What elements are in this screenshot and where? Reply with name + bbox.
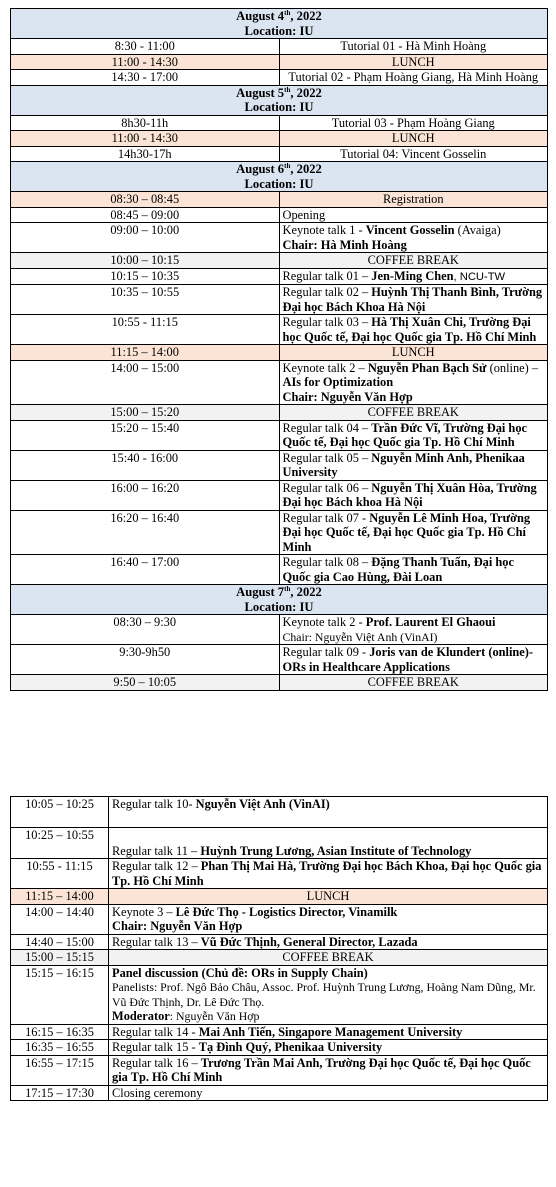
speaker-name: Đặng Thanh Tuấn, Đại học Quốc gia Cao Hùng, Đài Loan bbox=[282, 555, 514, 584]
chair-line: Chair: Nguyễn Việt Anh (VinAI) bbox=[282, 629, 438, 644]
session-cell: COFFEE BREAK bbox=[109, 950, 548, 966]
time-cell: 11:00 - 14:30 bbox=[11, 131, 280, 147]
lunch-row bbox=[11, 889, 548, 905]
schedule-row bbox=[11, 480, 548, 510]
chair-line: Chair: Nguyễn Văn Hợp bbox=[112, 919, 243, 933]
time-cell: 15:40 - 16:00 bbox=[11, 450, 280, 480]
session-cell: Regular talk 03 – Hà Thị Xuân Chi, Trường Đại học Quốc tế, Đại học Quốc gia Tp. Hồ Chí Minh bbox=[279, 315, 548, 345]
session-cell: Regular talk 06 – Nguyễn Thị Xuân Hòa, Trường Đại học Bách khoa Hà Nội bbox=[279, 480, 548, 510]
schedule-table-bottom bbox=[10, 796, 548, 1101]
lunch-row bbox=[11, 54, 548, 70]
speaker-name: Tạ Đình Quý, Phenikaa University bbox=[198, 1040, 383, 1054]
schedule-row bbox=[11, 934, 548, 950]
talk-title: AIs for Optimization bbox=[282, 375, 394, 389]
speaker-name: Huỳnh Trung Lương, Asian Institute of Technology bbox=[200, 843, 472, 858]
speaker-name: Joris van de Klundert (online)- ORs in Healthcare Applications bbox=[282, 645, 534, 674]
schedule-row bbox=[11, 797, 548, 828]
speaker-name: Vincent Gosselin bbox=[365, 223, 455, 237]
time-cell: 14:00 – 15:00 bbox=[11, 360, 280, 405]
day-header-aug-4: August 4th, 2022 Location: IU bbox=[11, 9, 548, 39]
time-cell: 15:20 – 15:40 bbox=[11, 420, 280, 450]
speaker-name: Vũ Đức Thịnh, General Director, Lazada bbox=[200, 934, 418, 949]
keynote-row bbox=[11, 615, 548, 645]
coffee-break-row bbox=[11, 675, 548, 691]
keynote-row bbox=[11, 360, 548, 405]
session-cell: Regular talk 13 – Vũ Đức Thịnh, General Director, Lazada bbox=[109, 934, 548, 950]
session-cell: Regular talk 02 – Huỳnh Thị Thanh Bình, Trường Đại học Bách Khoa Hà Nội bbox=[279, 285, 548, 315]
schedule-row bbox=[11, 645, 548, 675]
coffee-break-row bbox=[11, 253, 548, 269]
speaker-name: Jen-Ming Chen bbox=[371, 268, 454, 283]
location-label: Location: IU bbox=[244, 100, 314, 114]
coffee-break-row bbox=[11, 405, 548, 421]
schedule-row bbox=[11, 268, 548, 285]
session-cell: Keynote talk 2 - Prof. Laurent El Ghaoui Chair: Nguyễn Việt Anh (VinAI) bbox=[279, 615, 548, 645]
time-cell: 15:15 – 16:15 bbox=[11, 965, 109, 1024]
coffee-break-row bbox=[11, 950, 548, 966]
time-cell: 17:15 – 17:30 bbox=[11, 1085, 109, 1101]
time-cell: 10:00 – 10:15 bbox=[11, 253, 280, 269]
schedule-row bbox=[11, 39, 548, 55]
speaker-name: Nguyễn Lê Minh Hoa, Trường Đại học Quốc tế, Đại học Quốc gia Tp. Hồ Chí Minh bbox=[282, 510, 531, 554]
speaker-name: Nguyễn Việt Anh (VinAI) bbox=[195, 797, 330, 811]
speaker-name: Trần Đức Vĩ, Trường Đại học Quốc tế, Đại học Quốc gia Tp. Hồ Chí Minh bbox=[282, 420, 528, 449]
session-cell: Regular talk 05 – Nguyễn Minh Anh, Phenikaa University bbox=[279, 450, 548, 480]
time-cell: 11:15 – 14:00 bbox=[11, 345, 280, 361]
schedule-row bbox=[11, 285, 548, 315]
time-cell: 10:55 - 11:15 bbox=[11, 859, 109, 889]
schedule-row bbox=[11, 828, 548, 859]
keynote-row bbox=[11, 904, 548, 934]
lunch-row bbox=[11, 345, 548, 361]
panelists: Panelists: Prof. Ngô Bảo Châu, Assoc. Prof. Huỳnh Trung Lương, Hoàng Nam Dũng, Mr. Vũ Đức Thịnh, Dr. Lê Đức Thọ. bbox=[112, 980, 536, 1009]
session-cell: Opening bbox=[279, 207, 548, 223]
time-cell: 08:45 – 09:00 bbox=[11, 207, 280, 223]
speaker-name: Phan Thị Mai Hà, Trường Đại học Bách Khoa, Đại học Quốc gia Tp. Hồ Chí Minh bbox=[112, 859, 542, 888]
time-cell: 9:30-9h50 bbox=[11, 645, 280, 675]
location-label: Location: IU bbox=[244, 176, 314, 191]
session-cell: Tutorial 04: Vincent Gosselin bbox=[279, 146, 548, 162]
schedule-row bbox=[11, 859, 548, 889]
moderator-name: : Nguyễn Văn Hợp bbox=[169, 1009, 260, 1023]
time-cell: 9:50 – 10:05 bbox=[11, 675, 280, 691]
chair-line: Chair: Nguyễn Văn Hợp bbox=[282, 389, 413, 404]
time-cell: 11:00 - 14:30 bbox=[11, 54, 280, 70]
day-header-aug-5: August 5th, 2022 Location: IU bbox=[11, 85, 548, 115]
schedule-row bbox=[11, 1055, 548, 1085]
schedule-row bbox=[11, 146, 548, 162]
time-cell: 10:25 – 10:55 bbox=[11, 828, 109, 859]
panel-title: Panel discussion (Chủ đề: ORs in Supply Chain) bbox=[112, 965, 368, 980]
session-cell: Regular talk 14 - Mai Anh Tiến, Singapore Management University bbox=[109, 1024, 548, 1040]
speaker-name: Huỳnh Thị Thanh Bình, Trường Đại học Bách Khoa Hà Nội bbox=[282, 285, 543, 314]
session-cell: LUNCH bbox=[109, 889, 548, 905]
keynote-row bbox=[11, 223, 548, 253]
schedule-row bbox=[11, 1024, 548, 1040]
time-cell: 8h30-11h bbox=[11, 115, 280, 131]
speaker-name: Lê Đức Thọ - Logistics Director, Vinamilk bbox=[175, 904, 398, 919]
schedule-row bbox=[11, 1085, 548, 1101]
schedule-row bbox=[11, 420, 548, 450]
panel-row bbox=[11, 965, 548, 1024]
session-cell: COFFEE BREAK bbox=[279, 675, 548, 691]
session-cell: Tutorial 01 - Hà Minh Hoàng bbox=[279, 39, 548, 55]
session-cell: Regular talk 15 - Tạ Đình Quý, Phenikaa University bbox=[109, 1040, 548, 1056]
time-cell: 10:15 – 10:35 bbox=[11, 268, 280, 285]
session-cell: Regular talk 07 - Nguyễn Lê Minh Hoa, Trường Đại học Quốc tế, Đại học Quốc gia Tp. Hồ Chí Minh bbox=[279, 510, 548, 555]
session-cell: Regular talk 08 – Đặng Thanh Tuấn, Đại học Quốc gia Cao Hùng, Đài Loan bbox=[279, 555, 548, 585]
session-cell: Regular talk 16 – Trương Trần Mai Anh, Trường Đại học Quốc tế, Đại học Quốc gia Tp. Hồ Chí Minh bbox=[109, 1055, 548, 1085]
schedule-row bbox=[11, 450, 548, 480]
time-cell: 08:30 – 9:30 bbox=[11, 615, 280, 645]
time-cell: 14h30-17h bbox=[11, 146, 280, 162]
time-cell: 15:00 – 15:20 bbox=[11, 405, 280, 421]
time-cell: 16:55 – 17:15 bbox=[11, 1055, 109, 1085]
time-cell: 11:15 – 14:00 bbox=[11, 889, 109, 905]
time-cell: 14:00 – 14:40 bbox=[11, 904, 109, 934]
time-cell: 09:00 – 10:00 bbox=[11, 223, 280, 253]
speaker-name: Trương Trần Mai Anh, Trường Đại học Quốc tế, Đại học Quốc gia Tp. Hồ Chí Minh bbox=[112, 1055, 531, 1084]
schedule-row bbox=[11, 70, 548, 86]
session-cell: Regular talk 09 - Joris van de Klundert (online)- ORs in Healthcare Applications bbox=[279, 645, 548, 675]
schedule-row bbox=[11, 115, 548, 131]
session-cell: Regular talk 11 – Huỳnh Trung Lương, Asian Institute of Technology bbox=[109, 828, 548, 859]
session-cell: Keynote talk 2 – Nguyễn Phan Bạch Sử (online) – AIs for Optimization Chair: Nguyễn Văn Hợp bbox=[279, 360, 548, 405]
lunch-row bbox=[11, 131, 548, 147]
session-cell: COFFEE BREAK bbox=[279, 405, 548, 421]
schedule-row bbox=[11, 555, 548, 585]
session-cell: LUNCH bbox=[279, 131, 548, 147]
chair-line: Chair: Hà Minh Hoàng bbox=[282, 237, 407, 252]
session-cell: COFFEE BREAK bbox=[279, 253, 548, 269]
day-header-aug-7: August 7th, 2022 Location: IU bbox=[11, 585, 548, 615]
session-cell: Regular talk 04 – Trần Đức Vĩ, Trường Đại học Quốc tế, Đại học Quốc gia Tp. Hồ Chí Minh bbox=[279, 420, 548, 450]
speaker-name: Hà Thị Xuân Chi, Trường Đại học Quốc tế, Đại học Quốc gia Tp. Hồ Chí Minh bbox=[282, 315, 537, 344]
session-cell: Regular talk 10- Nguyễn Việt Anh (VinAI) bbox=[109, 797, 548, 828]
location-label: Location: IU bbox=[244, 23, 314, 38]
time-cell: 16:00 – 16:20 bbox=[11, 480, 280, 510]
time-cell: 16:15 – 16:35 bbox=[11, 1024, 109, 1040]
location-label: Location: IU bbox=[244, 599, 314, 614]
schedule-row bbox=[11, 510, 548, 555]
session-cell: Keynote talk 1 - Vincent Gosselin (Avaiga) Chair: Hà Minh Hoàng bbox=[279, 223, 548, 253]
time-cell: 08:30 – 08:45 bbox=[11, 192, 280, 208]
speaker-name: Nguyễn Thị Xuân Hòa, Trường Đại học Bách khoa Hà Nội bbox=[282, 480, 537, 509]
day-header-aug-6: August 6th, 2022 Location: IU bbox=[11, 162, 548, 192]
time-cell: 14:40 – 15:00 bbox=[11, 934, 109, 950]
schedule-row bbox=[11, 1040, 548, 1056]
session-cell: Closing ceremony bbox=[109, 1085, 548, 1101]
speaker-name: Nguyễn Minh Anh, Phenikaa University bbox=[282, 450, 525, 479]
session-cell bbox=[109, 965, 548, 1024]
speaker-name: Nguyễn Phan Bạch Sử bbox=[367, 360, 487, 375]
session-cell: Regular talk 12 – Phan Thị Mai Hà, Trường Đại học Bách Khoa, Đại học Quốc gia Tp. Hồ Chí Minh bbox=[109, 859, 548, 889]
time-cell: 16:20 – 16:40 bbox=[11, 510, 280, 555]
session-cell: Regular talk 01 – Jen-Ming Chen, NCU-TW bbox=[279, 268, 548, 285]
time-cell: 14:30 - 17:00 bbox=[11, 70, 280, 86]
speaker-name: Prof. Laurent El Ghaoui bbox=[365, 615, 496, 629]
schedule-row bbox=[11, 315, 548, 345]
time-cell: 10:05 – 10:25 bbox=[11, 797, 109, 828]
time-cell: 10:35 – 10:55 bbox=[11, 285, 280, 315]
moderator-label: Moderator bbox=[112, 1009, 170, 1023]
session-cell: LUNCH bbox=[279, 345, 548, 361]
session-cell: Tutorial 02 - Phạm Hoàng Giang, Hà Minh Hoàng bbox=[279, 70, 548, 86]
session-cell: Registration bbox=[279, 192, 548, 208]
time-cell: 8:30 - 11:00 bbox=[11, 39, 280, 55]
session-cell: Keynote 3 – Lê Đức Thọ - Logistics Director, Vinamilk Chair: Nguyễn Văn Hợp bbox=[109, 904, 548, 934]
time-cell: 10:55 - 11:15 bbox=[11, 315, 280, 345]
time-cell: 16:40 – 17:00 bbox=[11, 555, 280, 585]
session-cell: Tutorial 03 - Phạm Hoàng Giang bbox=[279, 115, 548, 131]
time-cell: 16:35 – 16:55 bbox=[11, 1040, 109, 1056]
registration-row bbox=[11, 192, 548, 208]
time-cell: 15:00 – 15:15 bbox=[11, 950, 109, 966]
schedule-row bbox=[11, 207, 548, 223]
session-cell: LUNCH bbox=[279, 54, 548, 70]
schedule-table-top bbox=[10, 8, 548, 691]
speaker-name: Mai Anh Tiến, Singapore Management University bbox=[198, 1024, 463, 1039]
